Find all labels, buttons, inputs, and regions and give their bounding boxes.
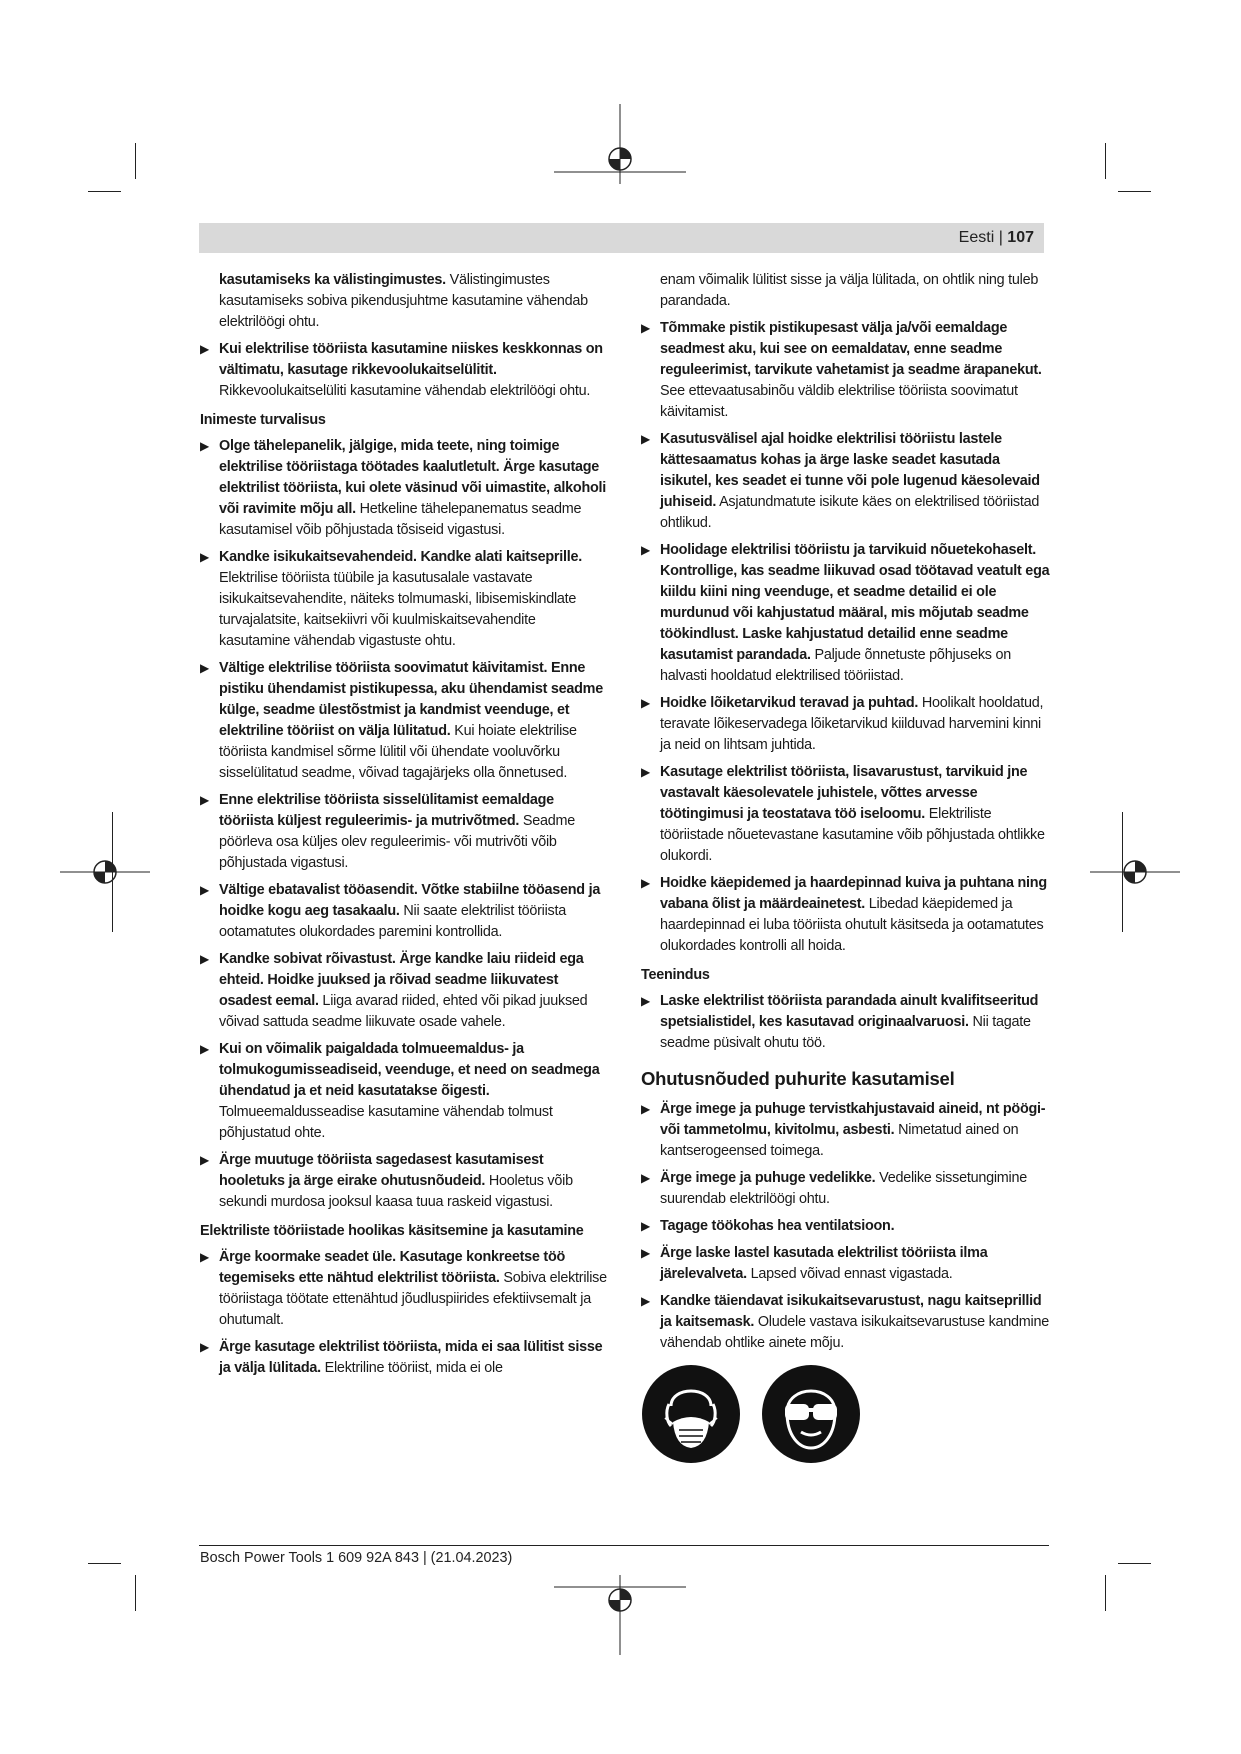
item-text: See ettevaatusabinõu väldib elektrilise tööriista soovimatut käivitamist. [660, 383, 1018, 420]
crop-mark [1105, 143, 1106, 179]
list-item [641, 1099, 1051, 1162]
bullet-triangle-icon: ▶ [641, 1171, 650, 1185]
list-item [200, 436, 610, 541]
list-item [200, 1039, 610, 1144]
item-bold: Ärge kasutage elektrilist tööriista, mida ei saa lülitist sisse ja välja lülitada. [219, 1339, 603, 1376]
item-bold: Vältige ebatavalist tööasendit. Võtke stabiilne tööasend ja hoidke kogu aeg tasakaalu. [219, 882, 601, 919]
page-number: 107 [1007, 229, 1034, 246]
bullet-triangle-icon: ▶ [641, 696, 650, 710]
list-item [200, 790, 610, 874]
list-item [200, 1247, 610, 1331]
item-bold: Kui on võimalik paigaldada tolmueemaldus- ja tolmukogumisseadiseid, veenduge, et need on seadmega ühendatud ja et neid kasutatakse õigesti. [219, 1041, 600, 1099]
list-item [200, 949, 610, 1033]
right-column [641, 270, 1051, 1464]
item-text: Liiga avarad riided, ehted või pikad juuksed võivad sattuda seadme liikuvate osade vahele. [219, 993, 588, 1030]
crop-mark [1118, 191, 1151, 192]
crop-mark [88, 191, 121, 192]
bullet-triangle-icon: ▶ [200, 550, 209, 564]
list-item [200, 658, 610, 784]
list-item [641, 693, 1051, 756]
section-title-service: Teenindus [641, 967, 710, 983]
header-language: Eesti [958, 229, 995, 246]
list-item [200, 1337, 610, 1379]
bullet-triangle-icon: ▶ [200, 883, 209, 897]
list-item [200, 547, 610, 652]
item-bold: Enne elektrilise tööriista sisselülitamist eemaldage tööriista küljest reguleerimis- ja mutrivõtmed. [219, 792, 554, 829]
item-text: Kui hoiate elektrilise tööriista kandmisel sõrme lülitil või ühendate vooluvõrku sisselülitatud seadme, võivad tagajärjeks olla õnnetused. [219, 723, 577, 781]
item-bold: Kasutage elektrilist tööriista, lisavarustust, tarvikuid jne vastavalt käesolevatele juhistele, võttes arvesse töötingimusi ja teostatava töö iseloomu. [660, 764, 1028, 822]
item-bold: Kandke täiendavat isikukaitsevarustust, nagu kaitseprillid ja kaitsemask. [660, 1293, 1042, 1330]
dust-mask-icon [641, 1364, 741, 1464]
list-item [641, 762, 1051, 867]
item-bold: Hoidke lõiketarvikud teravad ja puhtad. [660, 695, 919, 711]
item-text: Sobiva elektrilise tööriistaga töötate ettenähtud jõudluspiirides efektiivsemalt ja ohutumalt. [219, 1270, 607, 1328]
bullet-triangle-icon: ▶ [641, 994, 650, 1008]
list-item [200, 339, 610, 402]
page-header [199, 223, 1044, 253]
footer-divider [199, 1545, 1049, 1546]
item-bold: Vältige elektrilise tööriista soovimatut käivitamist. Enne pistiku ühendamist pistikupessa, aku ühendamist seadme külge, seadme ülestõstmist ja kandmist veenduge, et elektriline tööriist on välja lülitatud. [219, 660, 603, 739]
registration-mark-icon [552, 1575, 688, 1655]
bullet-triangle-icon: ▶ [200, 1340, 209, 1354]
item-bold: Kui elektrilise tööriista kasutamine niiskes keskkonnas on vältimatu, kasutage rikkevoolukaitselülitit. [219, 341, 603, 378]
continued-paragraph [200, 270, 610, 333]
item-text: Hetkeline tähelepanematus seadme kasutamisel võib põhjustada tõsiseid vigastusi. [219, 501, 582, 538]
list-item [641, 1291, 1051, 1354]
left-column [200, 270, 610, 1385]
item-text: Nii saate elektrilist tööriista ootamatutes olukordades paremini kontrollida. [219, 903, 567, 940]
continued-paragraph: enam võimalik lülitist sisse ja välja lülitada, on ohtlik ning tuleb parandada. [660, 272, 1039, 309]
bullet-triangle-icon: ▶ [641, 432, 650, 446]
section-title-handling: Elektriliste tööriistade hoolikas käsitsemine ja kasutamine [200, 1223, 584, 1239]
footer-text: Bosch Power Tools 1 609 92A 843 | (21.04.2023) [200, 1550, 513, 1566]
bullet-triangle-icon: ▶ [200, 342, 209, 356]
paragraph-bold: kasutamiseks ka välistingimustes. [219, 272, 446, 288]
bullet-triangle-icon: ▶ [641, 1246, 650, 1260]
registration-mark-icon [552, 104, 688, 184]
ppe-icons [641, 1364, 1051, 1464]
bullet-triangle-icon: ▶ [641, 543, 650, 557]
bullet-triangle-icon: ▶ [200, 952, 209, 966]
safety-goggles-icon [761, 1364, 861, 1464]
item-bold: Kandke isikukaitsevahendeid. Kandke alati kaitseprille. [219, 549, 582, 565]
list-item [641, 1243, 1051, 1285]
bullet-triangle-icon: ▶ [200, 661, 209, 675]
item-text: Rikkevoolukaitselüliti kasutamine vähendab elektrilöögi ohtu. [219, 383, 591, 399]
item-bold: Kandke sobivat rõivastust. Ärge kandke laiu riideid ega ehteid. Hoidke juuksed ja rõivad seadme liikuvatest osadest eemal. [219, 951, 584, 1009]
bullet-triangle-icon: ▶ [641, 1294, 650, 1308]
list-item [200, 1150, 610, 1213]
header-text [959, 229, 1034, 247]
item-text: Elektriline tööriist, mida ei ole [320, 1360, 503, 1376]
crop-mark [88, 1563, 121, 1564]
list-item [641, 318, 1051, 423]
bullet-triangle-icon: ▶ [641, 876, 650, 890]
crop-mark [1118, 1563, 1151, 1564]
item-bold: Hoidke käepidemed ja haardepinnad kuiva ja puhtana ning vabana õlist ja määrdeainetest. [660, 875, 1047, 912]
item-bold: Ärge imege ja puhuge vedelikke. [660, 1170, 876, 1186]
crop-mark [135, 143, 136, 179]
item-text: Paljude õnnetuste põhjuseks on halvasti hooldatud elektrilised tööriistad. [660, 647, 1011, 684]
paragraph-text: Välistingimustes kasutamiseks sobiva pikendusjuhtme kasutamine vähendab elektrilöögi ohtu. [219, 272, 588, 330]
list-item [200, 880, 610, 943]
item-text: Oludele vastava isikukaitsevarustuse kandmine vähendab ohtlike ainete mõju. [660, 1314, 1049, 1351]
registration-mark-icon [60, 842, 150, 902]
item-text: Seadme pöörleva osa küljes olev reguleerimis- või mutrivõti võib põhjustada vigastusi. [219, 813, 575, 871]
list-item [641, 429, 1051, 534]
bullet-triangle-icon: ▶ [200, 793, 209, 807]
header-separator: | [994, 229, 1008, 246]
item-text: Libedad käepidemed ja haardepinnad ei luba tööriista ohutult käsitseda ja ootamatutes olukordades kontrolli all hoida. [660, 896, 1044, 954]
item-bold: Ärge muutuge tööriista sagedasest kasutamisest hooletuks ja ärge eirake ohutusnõudeid. [219, 1152, 544, 1189]
heading-blower-safety: Ohutusnõuded puhurite kasutamisel [641, 1068, 955, 1089]
item-text: Nii tagate seadme püsivalt ohutu töö. [660, 1014, 1031, 1051]
bullet-triangle-icon: ▶ [200, 439, 209, 453]
list-item [641, 991, 1051, 1054]
item-bold: Kasutusvälisel ajal hoidke elektrilisi tööriistu lastele kättesaamatus kohas ja ärge laske seadet kasutada isikutel, kes seadet ei tunne või pole lugenud käesolevaid juhiseid. [660, 431, 1040, 510]
bullet-triangle-icon: ▶ [641, 1102, 650, 1116]
item-text: Vedelike sissetungimine suurendab elektrilöögi ohtu. [660, 1170, 1027, 1207]
list-item [641, 1168, 1051, 1210]
section-title-people: Inimeste turvalisus [200, 412, 326, 428]
item-bold: Laske elektrilist tööriista parandada ainult kvalifitseeritud spetsialistidel, kes kasutavad originaalvaruosi. [660, 993, 1039, 1030]
crop-mark [135, 1575, 136, 1611]
item-text: Elektriliste tööriistade nõuetevastane kasutamine võib põhjustada ohtlikke olukordi. [660, 806, 1045, 864]
bullet-triangle-icon: ▶ [200, 1250, 209, 1264]
item-text: Lapsed võivad ennast vigastada. [746, 1266, 953, 1282]
list-item [641, 873, 1051, 957]
list-item [641, 540, 1051, 687]
bullet-triangle-icon: ▶ [641, 1219, 650, 1233]
item-text: Tolmueemaldusseadise kasutamine vähendab tolmust põhjustatud ohte. [219, 1104, 553, 1141]
item-bold: Ärge imege ja puhuge tervistkahjustavaid aineid, nt pöögi- või tammetolmu, kivitolmu, asbesti. [660, 1101, 1046, 1138]
item-bold: Tõmmake pistik pistikupesast välja ja/või eemaldage seadmest aku, kui see on eemaldatav, enne seadme reguleerimist, tarvikute vahetamist ja seadme ärapanekut. [660, 320, 1042, 378]
registration-mark-icon [1090, 842, 1180, 902]
item-bold: Olge tähelepanelik, jälgige, mida teete, ning toimige elektrilise tööriistaga töötades kaalutletult. Ärge kasutage elektrilist tööriista, kui olete väsinud või uimastite, alkoholi või ravimite mõju all. [219, 438, 607, 517]
bullet-triangle-icon: ▶ [641, 321, 650, 335]
item-text: Hooletus võib sekundi murdosa jooksul kaasa tuua raskeid vigastusi. [219, 1173, 573, 1210]
item-text: Asjatundmatute isikute käes on elektrilised tööriistad ohtlikud. [660, 494, 1040, 531]
item-text: Hoolikalt hooldatud, teravate lõikeservadega lõiketarvikud kiilduvad harvemini kinni ja neid on lihtsam juhtida. [660, 695, 1044, 753]
crop-mark [1105, 1575, 1106, 1611]
item-bold: Tagage töökohas hea ventilatsioon. [660, 1218, 895, 1234]
bullet-triangle-icon: ▶ [641, 765, 650, 779]
item-bold: Ärge koormake seadet üle. Kasutage konkreetse töö tegemiseks ette nähtud elektrilist tööriista. [219, 1249, 566, 1286]
item-text: Nimetatud ained on kantserogeensed toimega. [660, 1122, 1019, 1159]
item-text: Elektrilise tööriista tüübile ja kasutusalale vastavate isikukaitsevahendite, näiteks tolmumaski, libisemiskindlate turvajalatsite, kaitsekiivri või kuulmiskaitsevahendite kasutamine vähendab vigastuste ohtu. [219, 570, 577, 649]
item-bold: Ärge laske lastel kasutada elektrilist tööriista ilma järelevalveta. [660, 1245, 988, 1282]
bullet-triangle-icon: ▶ [200, 1042, 209, 1056]
list-item [641, 1216, 1051, 1237]
bullet-triangle-icon: ▶ [200, 1153, 209, 1167]
item-bold: Hoolidage elektrilisi tööriistu ja tarvikuid nõuetekohaselt. Kontrollige, kas seadme liikuvad osad töötavad veatult ega kiildu kiini ning veenduge, et seadme detailid ei ole murdunud või kahjustatud määral, mis mõjutab seadme töökindlust. Laske kahjustatud detailid enne seadme kasutamist parandada. [660, 542, 1050, 663]
